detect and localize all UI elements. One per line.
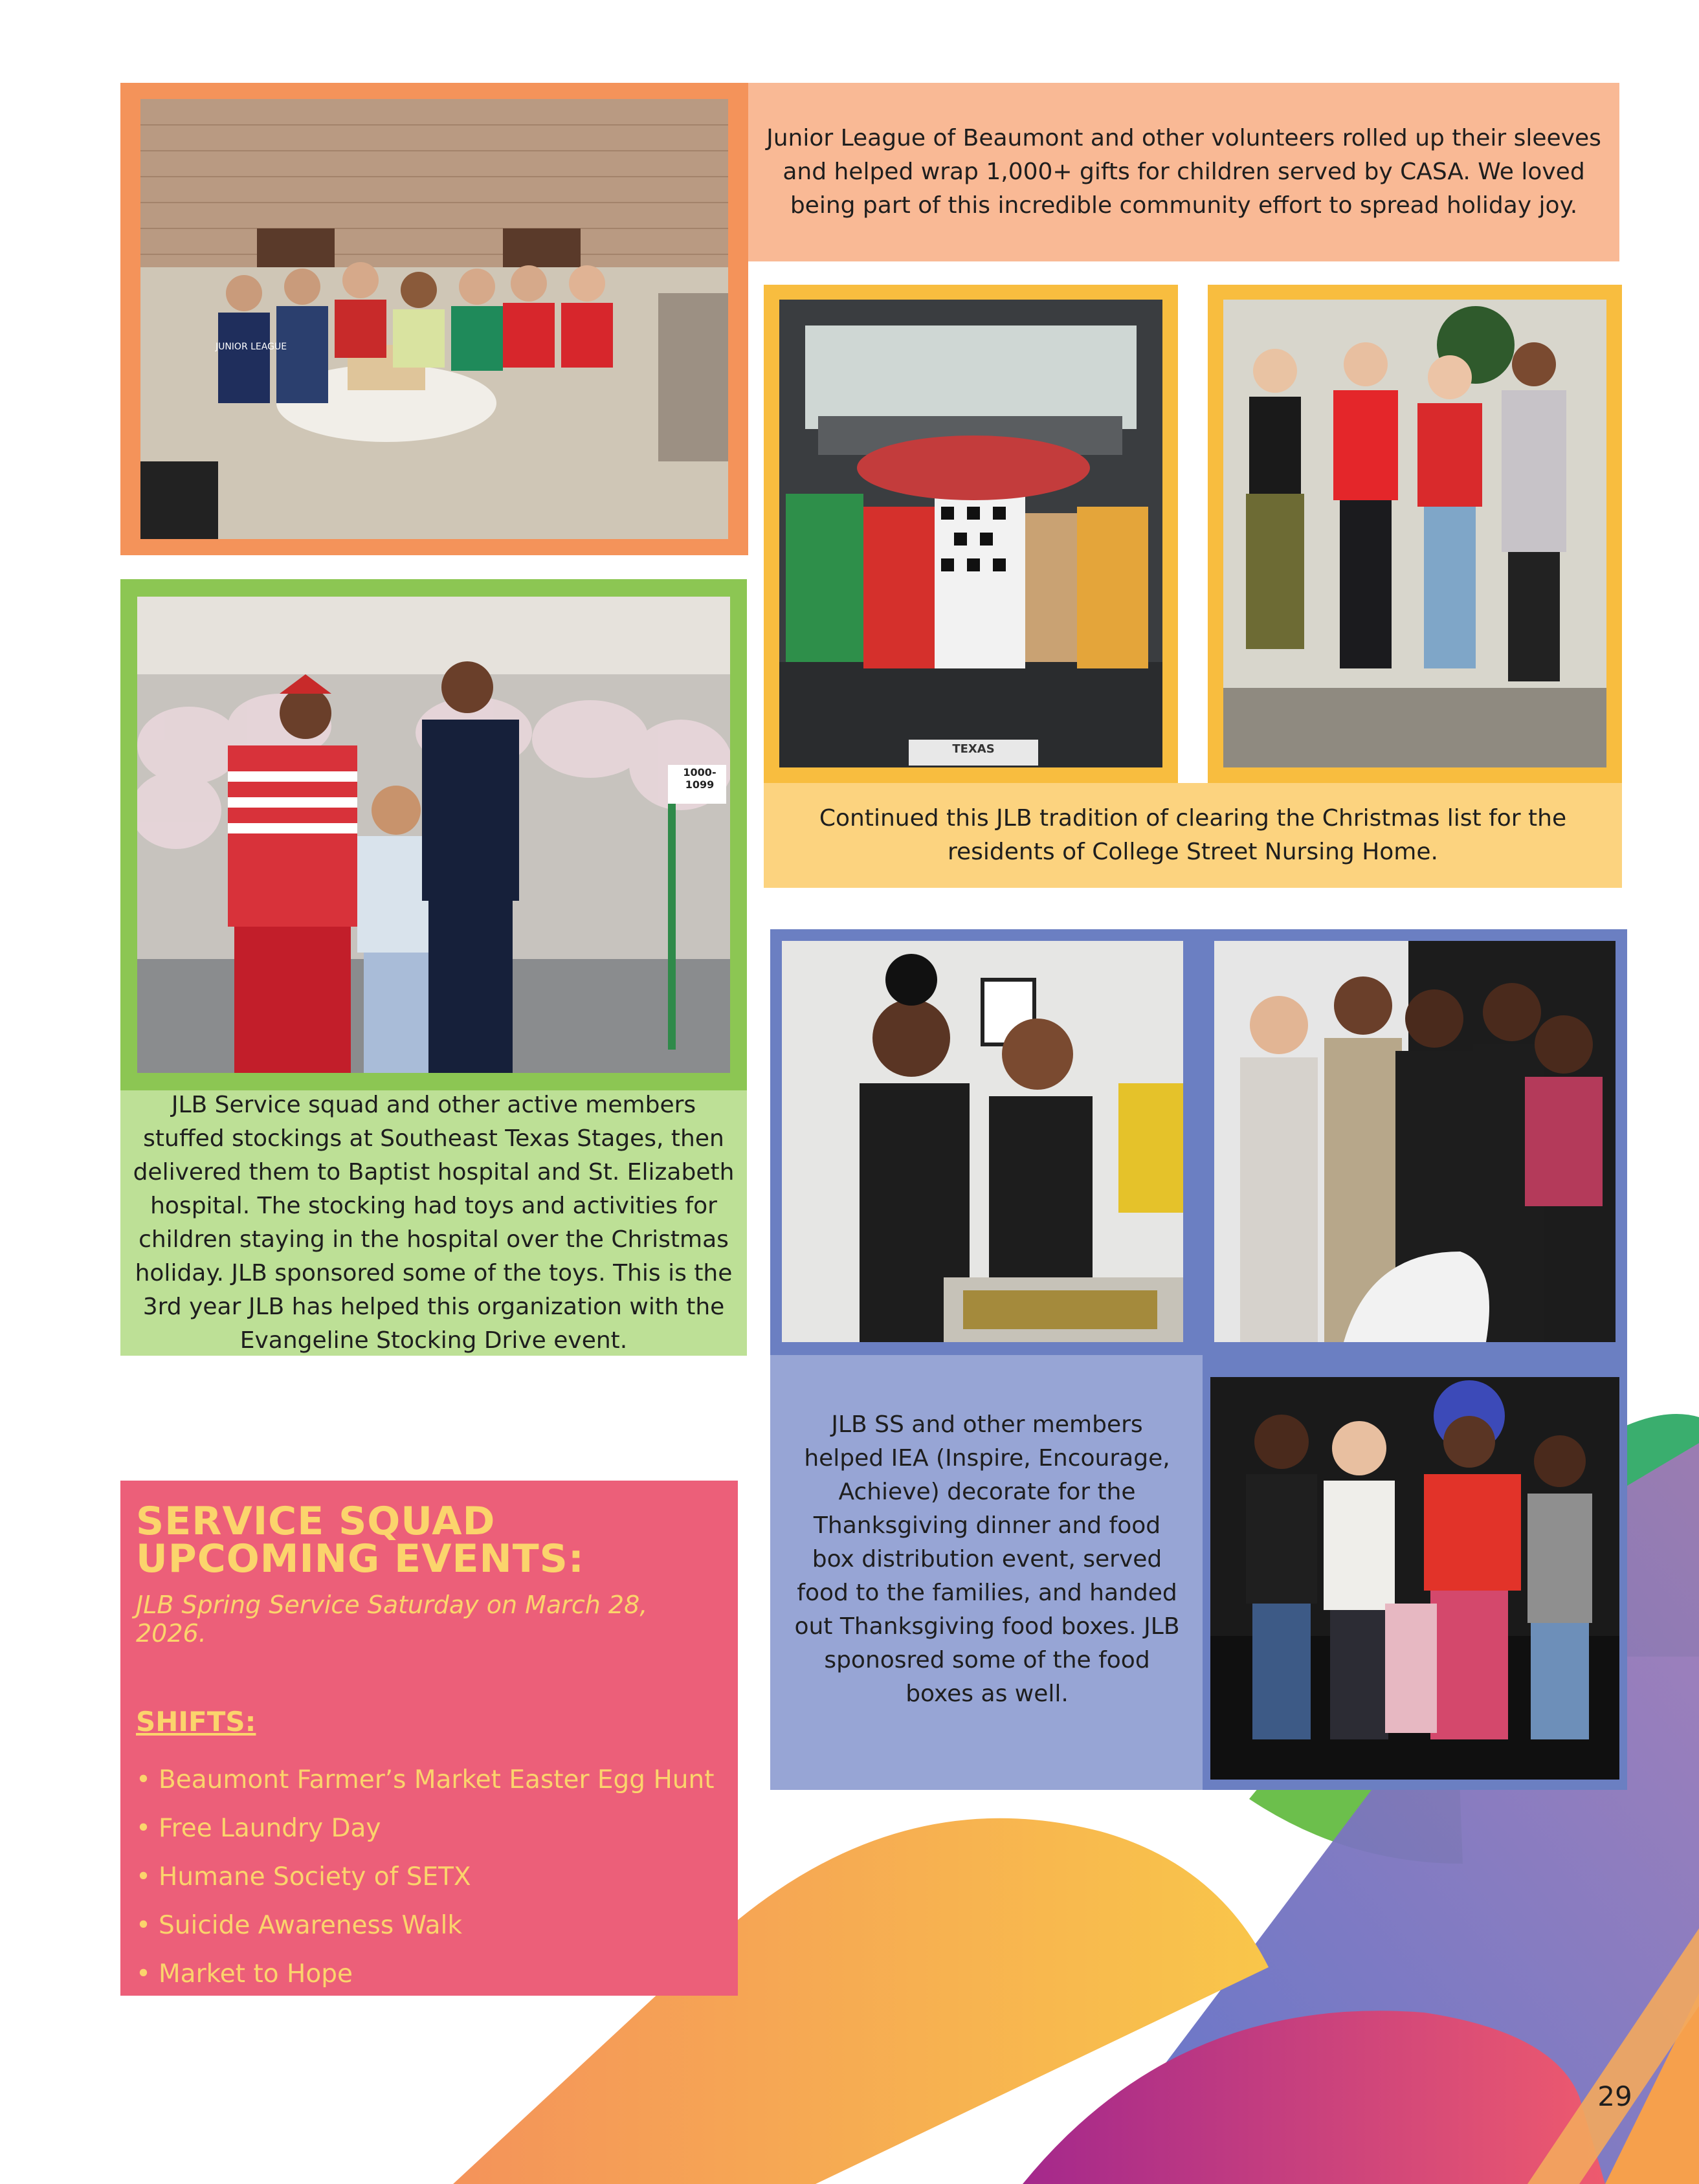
shift-label: Free Laundry Day (159, 1814, 381, 1843)
shift-label: Beaumont Farmer’s Market Easter Egg Hunt (159, 1765, 715, 1794)
list-item (136, 1950, 722, 1998)
nursing-group-photo (1223, 300, 1606, 767)
casa-shirt-text: JUNIOR LEAGUE (215, 342, 287, 352)
casa-caption-box (748, 83, 1619, 261)
iea-caption-box (782, 1404, 1192, 1715)
list-item (136, 1901, 722, 1950)
shifts-list (136, 1756, 722, 1998)
license-plate-text: TEXAS (952, 742, 995, 756)
bin-sign-text: 1000-1099 (683, 766, 716, 791)
list-item (136, 1804, 722, 1853)
service-squad-box (120, 1481, 738, 1996)
iea-thanksgiving-photo (1210, 1377, 1619, 1780)
nursing-caption-box (764, 783, 1622, 888)
bullet: • (136, 1959, 151, 1989)
bullet: • (136, 1814, 151, 1843)
shift-label: Market to Hope (159, 1959, 353, 1989)
iea-serving-photo (782, 941, 1183, 1342)
iea-caption: JLB SS and other members helped IEA (Inspire, Encourage, Achieve) decorate for the Thanksgiving dinner and food box distribution event, served food to the families, and handed out Thanksgiving food boxes. JLB sponosred some of the food boxes as well. (794, 1411, 1180, 1707)
casa-photo (140, 99, 728, 539)
stockings-caption-box (120, 1090, 747, 1356)
nursing-car-photo (779, 300, 1162, 767)
stockings-photo (137, 597, 730, 1073)
list-item (136, 1853, 722, 1901)
shifts-heading: SHIFTS: (136, 1706, 256, 1737)
list-item (136, 1756, 722, 1804)
shift-label: Humane Society of SETX (159, 1862, 471, 1892)
nursing-caption: Continued this JLB tradition of clearing the Christmas list for the residents of College Street Nursing Home. (819, 805, 1567, 865)
bullet: • (136, 1765, 151, 1794)
service-squad-title-line2: UPCOMING EVENTS: (136, 1536, 584, 1582)
service-squad-title (136, 1499, 722, 1582)
service-squad-subtitle: JLB Spring Service Saturday on March 28, 2026. (136, 1591, 648, 1648)
page-number: 29 (1597, 2080, 1632, 2112)
bullet: • (136, 1911, 151, 1940)
iea-group-photo (1214, 941, 1616, 1342)
shift-label: Suicide Awareness Walk (159, 1911, 462, 1940)
stockings-caption: JLB Service squad and other active members stuffed stockings at Southeast Texas Stages, then delivered them to Baptist hospital and St. Elizabeth hospital. The stocking had toys and activities for children staying in the hospital over the Christmas holiday. JLB sponsored some of the toys. This is the 3rd year JLB has helped this organization with the Evangeline Stocking Drive event. (133, 1092, 735, 1354)
bullet: • (136, 1862, 151, 1892)
service-squad-title-line1: SERVICE SQUAD (136, 1499, 496, 1544)
casa-caption: Junior League of Beaumont and other volunteers rolled up their sleeves and helped wrap 1,000+ gifts for children served by CASA. We loved being part of this incredible community effort to spread holiday joy. (766, 125, 1601, 219)
